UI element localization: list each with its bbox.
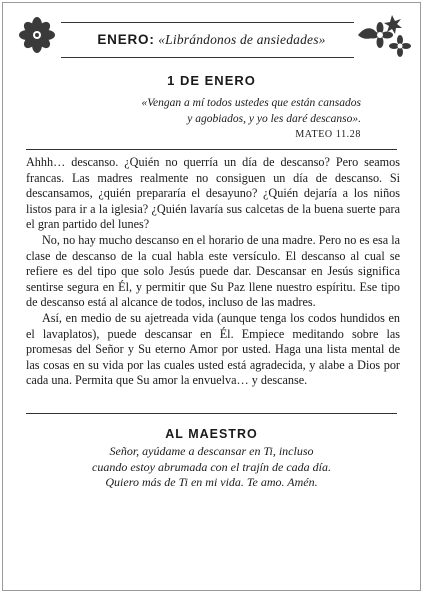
section-divider-top bbox=[26, 149, 397, 150]
month-theme: «Librándonos de ansiedades» bbox=[158, 32, 326, 47]
body-paragraph: Así, en medio de su ajetreada vida (aunque tenga los codos hundidos en el lavaplatos), puede descansar en Él. Empiece meditando sobre las promesas del Señor y Su eterno Amor por usted. Haga una lista mental de las cosas en su vida por las cuales usted está agradecida, y alabe a Dios por cada una. Permita que Su amor la envuelva… y descanse. bbox=[26, 310, 400, 388]
verse-line: «Vengan a mí todos ustedes que están cansados bbox=[141, 97, 361, 109]
verse-reference: MATEO 11.28 bbox=[295, 129, 361, 140]
day-title: 1 DE ENERO bbox=[167, 73, 256, 88]
scripture-verse bbox=[63, 96, 361, 143]
prayer-line: cuando estoy abrumada con el trajín de cada día. bbox=[92, 459, 331, 474]
prayer-text bbox=[3, 444, 420, 491]
prayer-title: AL MAESTRO bbox=[165, 427, 258, 441]
prayer-line: Quiero más de Ti en mi vida. Te amo. Amén. bbox=[105, 475, 318, 490]
prayer-line: Señor, ayúdame a descansar en Ti, incluso bbox=[109, 444, 314, 458]
devotional-body bbox=[26, 155, 400, 389]
page-header bbox=[3, 13, 420, 61]
body-paragraph: No, no hay mucho descanso en el horario de una madre. Pero no es esa la clase de descanso de la cual habla este versículo. El descanso al cual se refiere es del tipo que solo Jesús puede dar. Descansar en Jesús significa sentirse segura en Él, y permitir que Su Paz llene nuestro espíritu. Ese tipo de descanso está al alcance de todos, incluso de las madres. bbox=[26, 232, 400, 310]
body-paragraph: Ahhh… descanso. ¿Quién no querría un día de descanso? Pero seamos francas. Las madres realmente no consiguen un día de descanso. Si descansamos, ¿quién prepararía el desayuno? ¿Quién dejaría a los niños listos para ir a la iglesia? ¿Quién lavaría sus calcetas de la buena suerte para el gran partido del lunes? bbox=[26, 155, 400, 232]
flower-ornament-right-icon bbox=[352, 13, 412, 61]
month-label: ENERO: bbox=[97, 32, 155, 47]
section-divider-bottom bbox=[26, 413, 397, 414]
header-rule-bottom bbox=[61, 57, 354, 58]
verse-line: y agobiados, y yo les daré descanso». bbox=[187, 112, 361, 125]
devotional-page bbox=[2, 2, 421, 591]
header-rule-top bbox=[61, 22, 354, 23]
